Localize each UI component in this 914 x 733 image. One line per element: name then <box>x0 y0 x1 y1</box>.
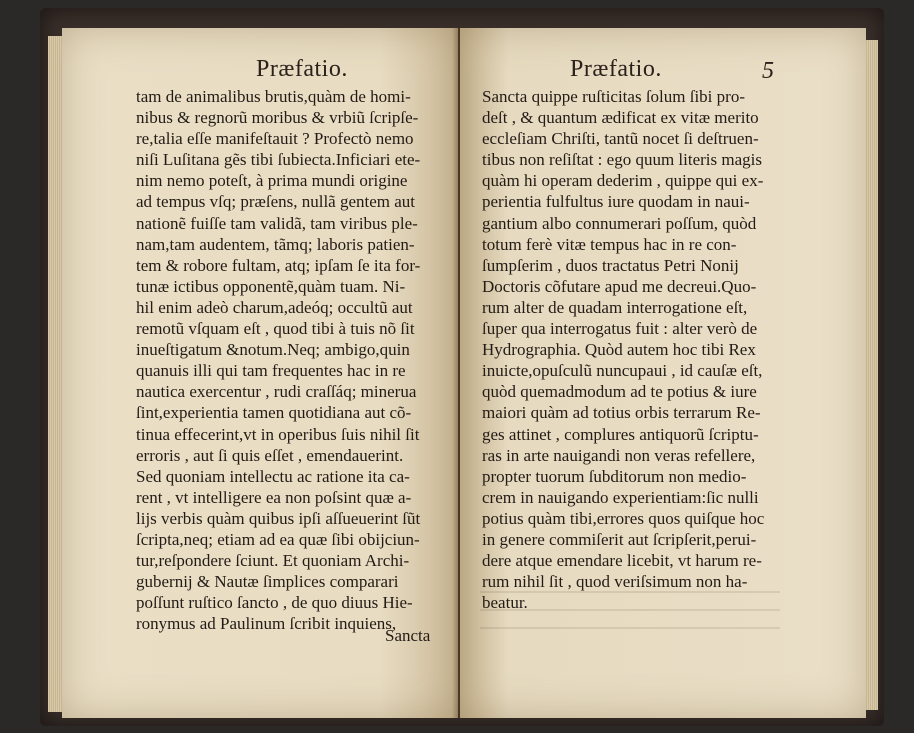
text-line: remotũ vſquam eſt , quod tibi à tuis nõ ſit <box>136 319 415 339</box>
text-line: nautica exercentur , rudi craſſáq; minerua <box>136 382 417 402</box>
text-line: gubernij & Nautæ ſimplices comparari <box>136 572 399 592</box>
text-line: quanuis illi qui tam frequentes hac in re <box>136 361 406 381</box>
text-line: rum alter de quadam interrogatione eſt, <box>482 297 748 317</box>
text-line: ronymus ad Paulinum ſcribit inquiens, <box>136 614 397 634</box>
text-line: Hydrographia. Quòd autem hoc tibi Rex <box>482 340 756 360</box>
text-line: nam,tam audentem, tãmq; laboris patien- <box>136 234 415 254</box>
text-line: ras in arte nauigandi non veras refellere, <box>482 445 756 465</box>
text-line: tam de animalibus brutis,quàm de homi- <box>136 87 411 106</box>
text-line: Doctoris cõfutare apud me decreui.Quo- <box>482 276 757 296</box>
text-line: niſi Luſitana gẽs tibi ſubiecta.Inficiari ete- <box>136 150 421 170</box>
text-line: tem & robore fultam, atq; ipſam ſe ita for- <box>136 255 421 275</box>
left-running-head: Præfatio. <box>256 56 348 82</box>
text-line: quòd quemadmodum ad te potius & iure <box>482 382 757 402</box>
text-line: deſt , & quantum ædificat ex vitæ merito <box>482 108 759 128</box>
text-line: ſuper qua interrogatus fuit : alter verò de <box>482 319 758 339</box>
text-line: tur,reſpondere ſciunt. Et quoniam Archi- <box>136 551 410 571</box>
text-line: in genere commiſerit aut ſcripſerit,perui- <box>482 529 757 549</box>
right-page-edges <box>866 40 878 710</box>
text-line: Sed quoniam intellectu ac ratione ita ca- <box>136 466 410 486</box>
text-line: Sancta quippe ruſticitas ſolum ſibi pro- <box>482 87 745 106</box>
text-line: potius quàm tibi,errores quos quiſque hoc <box>482 508 765 528</box>
text-line: nibus & regnorũ moribus & vrbiũ ſcripſe- <box>136 108 419 128</box>
left-page <box>62 28 458 718</box>
text-line: quàm hi operam dederim , quippe qui ex- <box>482 171 764 191</box>
text-line: dere atque emendare licebit, vt harum re- <box>482 551 762 571</box>
text-line: propter tuorum ſubditorum non medio- <box>482 466 747 486</box>
text-line: rum nihil ſit , quod veriſsimum non ha- <box>482 572 748 592</box>
right-running-head: Præfatio. <box>570 56 662 82</box>
text-line: ſumpſerim , duos tractatus Petri Nonij <box>482 255 739 275</box>
left-page-edges <box>48 36 62 712</box>
text-line: tibus non reſiſtat : ego quum literis magis <box>482 150 762 170</box>
text-line: ad tempus vſq; præſens, nullã gentem aut <box>136 192 416 212</box>
text-line: tinua effecerint,vt in operibus ſuis nihil ſit <box>136 424 420 444</box>
text-line: beatur. <box>482 593 528 613</box>
text-line: rent , vt intelligere ea non poſsint quæ a- <box>136 487 412 507</box>
text-line: re,talia eſſe manifeſtauit ? Profectò nemo <box>136 129 414 149</box>
text-line: lijs verbis quàm quibus ipſi aſſueuerint ſũt <box>136 508 421 528</box>
text-line: nim nemo poteſt, à prima mundi origine <box>136 171 408 191</box>
right-text-block <box>482 86 764 613</box>
text-line: inuicte,opuſculũ nuncupaui , id cauſæ eſt, <box>482 361 763 381</box>
left-catchword: Sancta <box>385 626 431 645</box>
page-number: 5 <box>762 58 774 84</box>
text-line: inueſtigatum &notum.Neq; ambigo,quin <box>136 340 410 360</box>
text-line: gantium albo connumerari poſſum, quòd <box>482 213 757 233</box>
text-line: eccleſiam Chriſti, tantũ nocet ſi deſtruen- <box>482 129 759 149</box>
text-line: erroris , aut ſi quis eſſet , emendauerint. <box>136 445 404 465</box>
text-line: crem in nauigando experientiam:ſic nulli <box>482 487 759 507</box>
text-line: totum ferè vitæ tempus hac in re con- <box>482 234 737 254</box>
text-line: hil enim adeò charum,adeóq; occultũ aut <box>136 297 413 317</box>
text-line: ſint,experientia tamen quotidiana aut cõ- <box>136 403 412 423</box>
text-line: ges attinet , complures antiquorũ ſcriptu- <box>482 424 759 444</box>
text-line: ſcripta,neq; etiam ad ea quæ ſibi obijciun- <box>136 529 420 549</box>
text-line: tunæ ictibus opponentẽ,quàm tuam. Ni- <box>136 276 406 296</box>
text-line: poſſunt ruſtico ſancto , de quo diuus Hie- <box>136 593 413 613</box>
text-line: maiori quàm ad totius orbis terrarum Re- <box>482 403 761 423</box>
text-line: perientia fulfultus iure quodam in naui- <box>482 192 750 212</box>
show-through-bleed <box>480 575 780 635</box>
text-line: nationẽ fuiſſe tam validã, tam viribus ple- <box>136 213 418 233</box>
left-text-block <box>136 86 420 634</box>
